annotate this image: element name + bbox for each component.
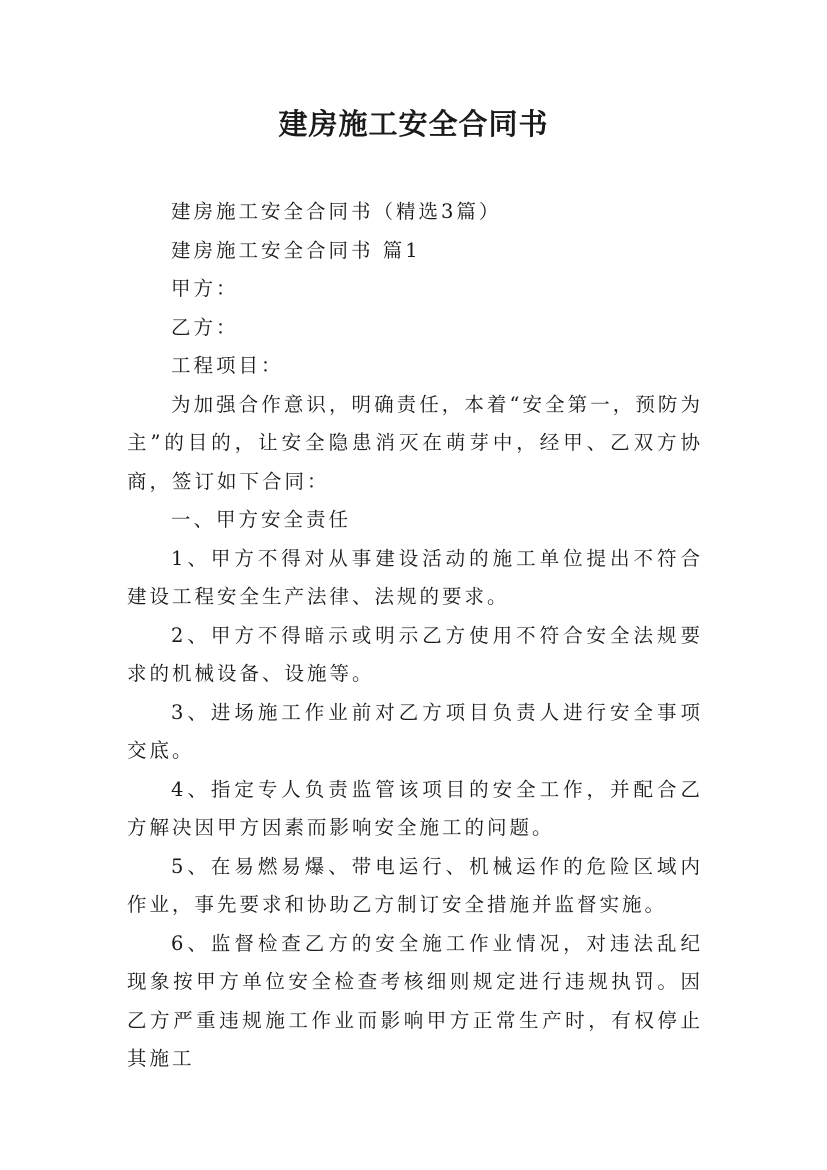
- clause-item: 6、监督检查乙方的安全施工作业情况，对违法乱纪现象按甲方单位安全检查考核细则规定进行违规执罚。因乙方严重违规施工作业而影响甲方正常生产时，有权停止其施工: [127, 931, 703, 1070]
- party-b-line: 乙方：: [171, 315, 239, 339]
- section-heading: 建房施工安全合同书 篇1: [171, 238, 421, 262]
- preamble-paragraph: 为加强合作意识，明确责任，本着“安全第一，预防为主”的目的，让安全隐患消灭在萌芽中，经甲、乙双方协商，签订如下合同：: [127, 392, 703, 493]
- clause-item: 3、进场施工作业前对乙方项目负责人进行安全事项交底。: [127, 700, 703, 762]
- doc-subtitle: 建房施工安全合同书（精选3篇）: [171, 200, 502, 223]
- clause-item: 1、甲方不得对从事建设活动的施工单位提出不符合建设工程安全生产法律、法规的要求。: [127, 546, 703, 608]
- clause-item: 4、指定专人负责监管该项目的安全工作，并配合乙方解决因甲方因素而影响安全施工的问题。: [127, 777, 703, 839]
- document-title: 建房施工安全合同书: [278, 107, 549, 141]
- document-body: [127, 193, 703, 1079]
- project-line: 工程项目：: [171, 354, 284, 377]
- clause-heading: 一、甲方安全责任: [171, 508, 352, 531]
- clause-item: 2、甲方不得暗示或明示乙方使用不符合安全法规要求的机械设备、设施等。: [127, 623, 703, 685]
- party-a-line: 甲方：: [171, 277, 239, 300]
- clause-item: 5、在易燃易爆、带电运行、机械运作的危险区域内作业，事先要求和协助乙方制订安全措施并监督实施。: [127, 854, 703, 916]
